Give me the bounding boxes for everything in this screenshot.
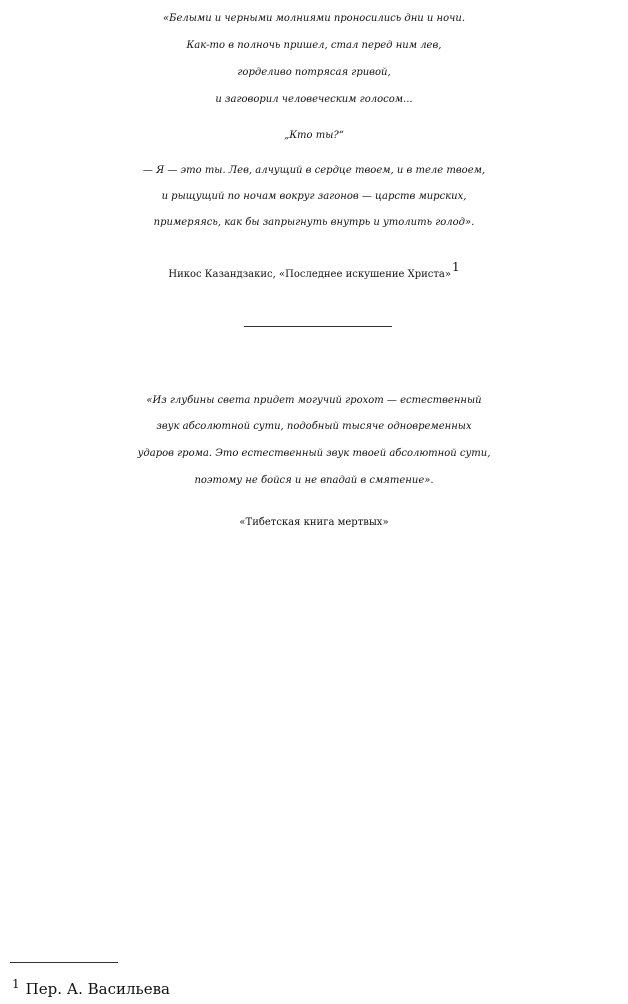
footnote-marker: 1 <box>12 977 20 991</box>
footnote <box>12 972 170 1001</box>
epigraph-line: «Белыми и черными молниями проносились дни и ночи. <box>163 13 465 24</box>
epigraph-line: горделиво потрясая гривой, <box>237 67 391 78</box>
epigraph-attribution <box>0 255 628 287</box>
epigraph-line: ударов грома. Это естественный звук твоей абсолютной сути, <box>137 448 491 459</box>
epigraph-line: и рыщущий по ночам вокруг загонов — царств мирских, <box>161 191 467 202</box>
epigraph-line: «Из глубины света придет могучий грохот — естественный <box>146 395 482 406</box>
epigraph-line: примеряясь, как бы запрыгнуть внутрь и утолить голод». <box>153 217 475 228</box>
footnote-rule <box>10 962 118 963</box>
section-separator <box>244 326 392 327</box>
footnote-text: Пер. А. Васильева <box>25 980 170 998</box>
epigraph-line: „Кто ты?“ <box>284 130 344 141</box>
attribution-text: Никос Казандзакис, «Последнее искушение Христа» <box>168 269 452 280</box>
epigraph-line: Как-то в полночь пришел, стал перед ним лев, <box>186 40 442 51</box>
epigraph-line: поэтому не бойся и не впадай в смятение». <box>194 475 434 486</box>
epigraph-line: звук абсолютной сути, подобный тысяче одновременных <box>156 421 472 432</box>
epigraph-line: — Я — это ты. Лев, алчущий в сердце твоем, и в теле твоем, <box>142 165 486 176</box>
epigraph-line: и заговорил человеческим голосом... <box>215 94 413 105</box>
footnote-reference: 1 <box>452 260 460 274</box>
epigraph-attribution: «Тибетская книга мертвых» <box>239 517 389 528</box>
